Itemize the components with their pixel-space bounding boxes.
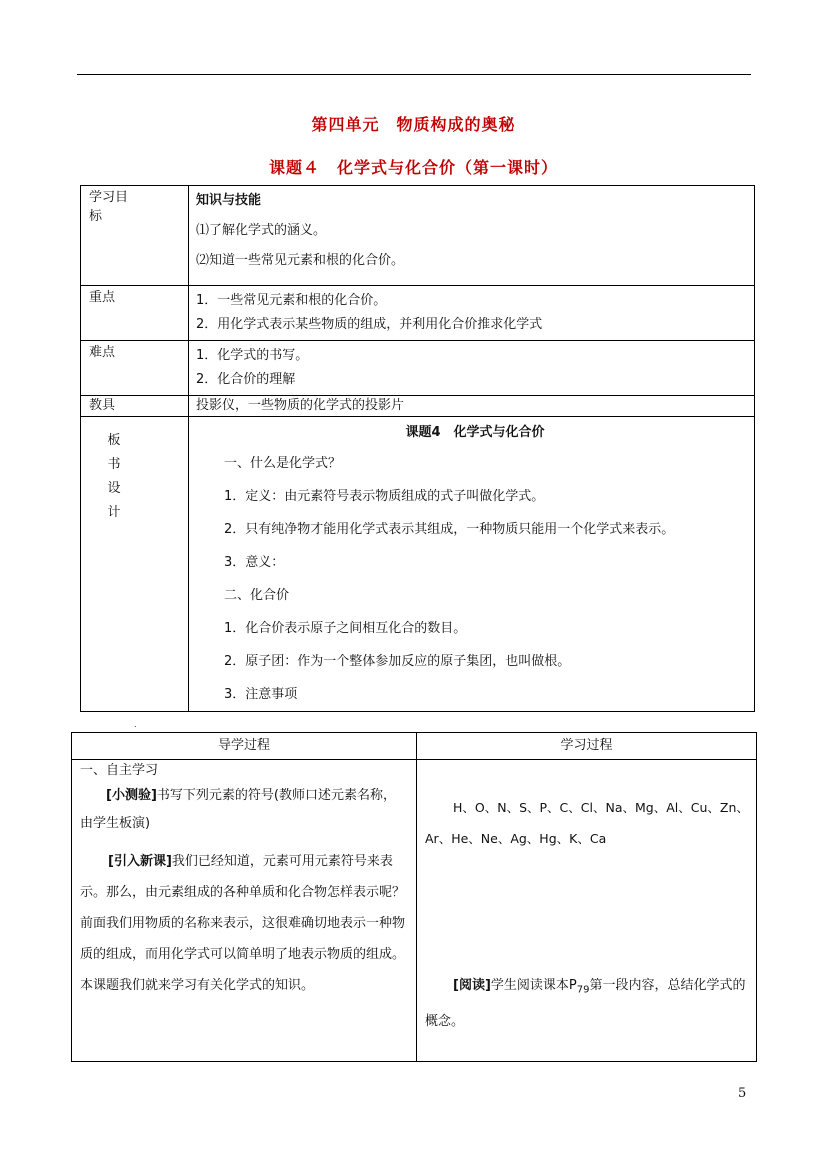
goal-item: ⑴了解化学式的涵义。 — [196, 223, 327, 238]
reading-paragraph — [417, 970, 756, 1037]
difficulties-content — [189, 341, 755, 396]
section-title: 一、自主学习 — [80, 763, 159, 778]
goals-content — [189, 186, 755, 286]
key-point-item: 2．用化学式表示某些物质的组成，并利用化合价推求化学式 — [196, 317, 543, 332]
board-design-content — [189, 417, 755, 712]
board-label: 板 书 设 计 — [81, 417, 189, 712]
col-header-guide: 导学过程 — [72, 733, 417, 760]
process-table — [71, 732, 757, 1062]
read-text: 第一段内容，总结化学式的概念。 — [425, 978, 746, 1029]
unit-title: 第四单元 物质构成的奥秘 — [311, 115, 516, 134]
key-point-item: 1．一些常见元素和根的化合价。 — [196, 293, 387, 308]
goals-heading: 知识与技能 — [196, 193, 262, 208]
board-line: 3．意义： — [224, 555, 285, 570]
guide-cell — [72, 760, 417, 1062]
board-line: 3．注意事项 — [224, 687, 298, 702]
read-page-sub: 79 — [576, 984, 590, 996]
elements-line: H、O、N、S、P、C、Cl、Na、Mg、Al、Cu、Zn、 — [453, 800, 749, 815]
quiz-tag: [小测验] — [106, 788, 157, 803]
difficulty-item: 2．化合价的理解 — [196, 372, 296, 387]
board-line: 2．原子团：作为一个整体参加反应的原子集团，也叫做根。 — [224, 654, 571, 669]
element-symbols — [417, 760, 756, 823]
board-line: 1．化合价表示原子之间相互化合的数目。 — [224, 621, 467, 636]
tools-content: 投影仪，一些物质的化学式的投影片 — [189, 396, 755, 417]
elements-line: Ar、He、Ne、Ag、Hg、K、Ca — [425, 831, 607, 846]
goals-label: 学习目标 — [81, 186, 189, 286]
difficulties-label: 难点 — [81, 341, 189, 396]
lesson-info-table — [80, 185, 755, 712]
quiz-text: 书写下列元素的符号(教师口述元素名称，由学生板演) — [80, 788, 396, 831]
board-line: 一、什么是化学式？ — [224, 456, 342, 471]
read-text: 学生阅读课本P — [490, 978, 577, 993]
board-line: 1．定义：由元素符号表示物质组成的式子叫做化学式。 — [224, 489, 545, 504]
board-line: 2．只有纯净物才能用化学式表示其组成，一种物质只能用一个化学式来表示。 — [224, 522, 675, 537]
key-points-content — [189, 286, 755, 341]
goal-item: ⑵知道一些常见元素和根的化合价。 — [196, 253, 405, 268]
tools-label: 教具 — [81, 396, 189, 417]
intro-paragraph — [72, 846, 416, 1001]
col-header-learning: 学习过程 — [417, 733, 757, 760]
lesson-title: 课题４ 化学式与化合价（第一课时） — [268, 158, 558, 177]
stray-dot: . — [134, 720, 137, 729]
page-number: 5 — [738, 1086, 747, 1101]
key-points-label: 重点 — [81, 286, 189, 341]
read-tag: [阅读] — [453, 978, 491, 993]
quiz-paragraph — [72, 782, 416, 838]
board-title: 课题4 化学式与化合价 — [405, 425, 545, 440]
intro-text: 我们已经知道，元素可用元素符号来表示。那么，由元素组成的各种单质和化合物怎样表示呢？前面我们用物质的名称来表示，这很难确切地表示一种物质的组成，而用化学式可以简单明了地表示物质的组成。本课题我们就来学习有关化学式的知识。 — [80, 854, 406, 993]
intro-tag: [引入新课] — [108, 854, 172, 869]
difficulty-item: 1．化学式的书写。 — [196, 348, 309, 363]
board-line: 二、化合价 — [224, 588, 290, 603]
header-rule — [77, 74, 751, 75]
learning-cell — [417, 760, 757, 1062]
